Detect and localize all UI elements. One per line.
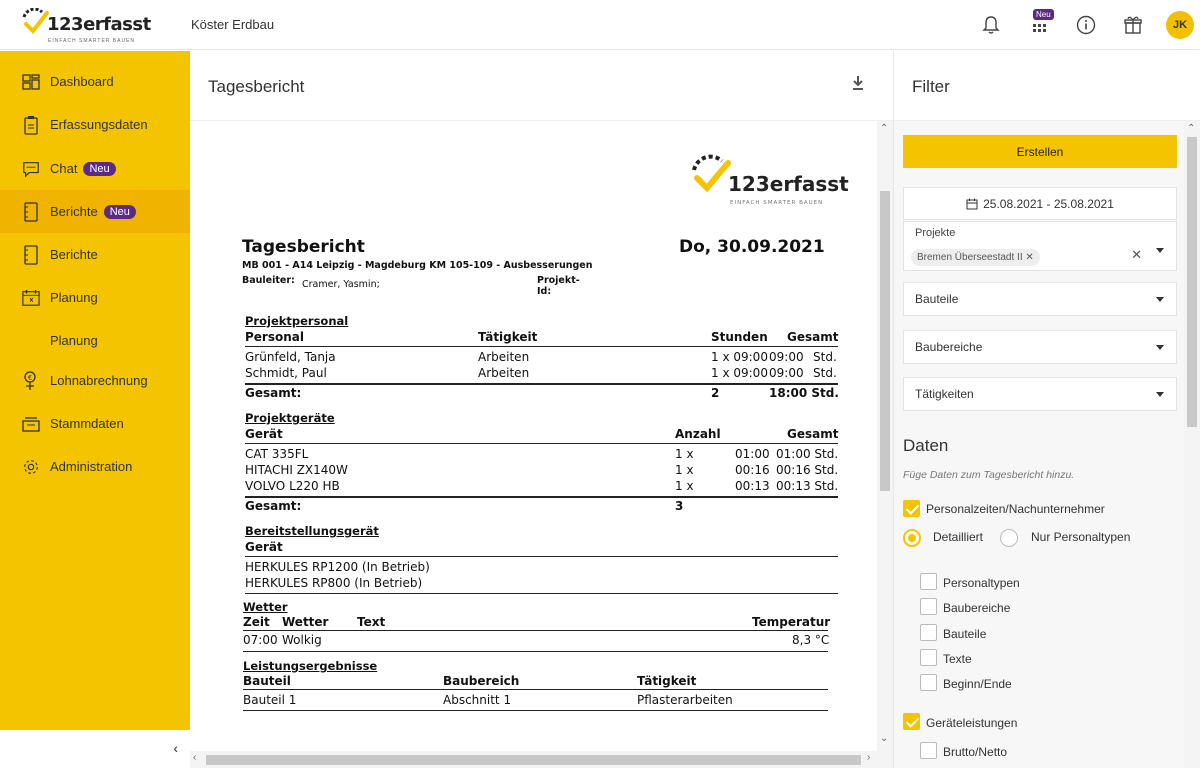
section-title: Projektpersonal: [245, 314, 349, 328]
project-chip[interactable]: [911, 249, 1040, 266]
table-cell: CAT 335FL: [245, 447, 309, 461]
sidebar-item-erfassungsdaten[interactable]: [0, 103, 190, 146]
sidebar-item-planung[interactable]: [0, 276, 190, 319]
report-horizontal-scrollbar[interactable]: [190, 751, 893, 768]
report-preview: [190, 121, 877, 751]
sum-total: 18:00 Std.: [769, 386, 839, 400]
database-icon: [22, 414, 40, 434]
report-icon: [22, 245, 40, 265]
sidebar-item-berichte-neu[interactable]: [0, 190, 190, 233]
info-icon[interactable]: [1072, 11, 1100, 39]
sum-label: Gesamt:: [245, 386, 302, 400]
filter-vertical-scrollbar[interactable]: [1184, 121, 1200, 768]
table-cell: 1 x: [675, 463, 694, 477]
personaltypen-checkbox[interactable]: [920, 573, 937, 590]
divider: [245, 383, 838, 385]
sidebar-item-label: Stammdaten: [50, 416, 124, 431]
table-cell: 8,3 °C: [792, 633, 830, 647]
daten-hint: Füge Daten zum Tagesbericht hinzu.: [903, 469, 1075, 481]
column-header: Personal: [245, 330, 304, 344]
new-badge: Neu: [104, 205, 136, 219]
empty-icon-slot: [22, 331, 40, 351]
sidebar-subitem-planung[interactable]: [0, 319, 190, 362]
section-title: Bereitstellungsgerät: [245, 524, 379, 538]
scroll-left-icon[interactable]: ‹: [193, 752, 197, 763]
logo-check-icon: [20, 8, 50, 38]
chevron-down-icon: [1156, 297, 1164, 302]
column-header: Tätigkeit: [637, 674, 697, 688]
filter-panel: [893, 121, 1184, 768]
chat-icon: [22, 159, 40, 179]
table-cell: 00:16 Std.: [776, 463, 839, 477]
sidebar-item-stammdaten[interactable]: [0, 402, 190, 445]
table-cell: HERKULES RP800 (In Betrieb): [245, 576, 423, 590]
table-cell: Grünfeld, Tanja: [245, 350, 336, 364]
checkbox-label: Geräteleistungen: [926, 716, 1018, 730]
company-name: Köster Erdbau: [191, 17, 275, 32]
bauteile-checkbox[interactable]: [920, 624, 937, 641]
column-header: Gerät: [245, 427, 283, 441]
main-header: [190, 51, 893, 121]
report-date: Do, 30.09.2021: [679, 237, 825, 257]
filter-title: Filter: [912, 77, 950, 96]
table-cell: Abschnitt 1: [443, 693, 512, 707]
table-cell: 1 x 09:00: [711, 366, 768, 380]
table-cell: Std.: [813, 366, 837, 380]
scrollbar-thumb[interactable]: [880, 191, 890, 491]
clipboard-icon: [22, 115, 40, 135]
texte-checkbox[interactable]: [920, 649, 937, 666]
top-bar: [0, 0, 1200, 50]
section-title: Projektgeräte: [245, 411, 335, 425]
scrollbar-thumb[interactable]: [1187, 137, 1197, 427]
table-cell: 09:00: [769, 366, 804, 380]
column-header: Gesamt: [787, 427, 839, 441]
checkbox-label: Texte: [943, 652, 972, 666]
report-document: [190, 121, 877, 751]
column-header: Wetter: [282, 615, 329, 629]
report-logo-subtitle: EINFACH SMARTER BAUEN: [730, 200, 824, 206]
table-cell: 01:00: [735, 447, 770, 461]
new-badge: Neu: [83, 162, 115, 176]
gear-icon: [22, 457, 40, 477]
taetigkeiten-select[interactable]: [903, 377, 1177, 411]
column-header: Stunden: [711, 330, 768, 344]
bauleiter-label: Bauleiter:: [242, 275, 295, 286]
radio-label: Nur Personaltypen: [1031, 530, 1131, 544]
beginn-ende-checkbox[interactable]: [920, 674, 937, 691]
sidebar-item-label: Lohnabrechnung: [50, 373, 148, 388]
column-header: Gerät: [245, 540, 283, 554]
divider: [243, 651, 828, 652]
sum-label: Gesamt:: [245, 499, 302, 513]
checkbox-label: Beginn/Ende: [943, 677, 1012, 691]
personalzeiten-checkbox[interactable]: [903, 500, 920, 517]
table-cell: 01:00 Std.: [776, 447, 839, 461]
sidebar-item-label: Planung: [50, 290, 98, 305]
scroll-right-icon[interactable]: ›: [867, 752, 871, 763]
date-range-picker[interactable]: [903, 187, 1177, 220]
table-cell: Wolkig: [282, 633, 322, 647]
column-header: Zeit: [243, 615, 270, 629]
filter-header: [893, 51, 1200, 121]
column-header: Text: [357, 615, 386, 629]
table-cell: VOLVO L220 HB: [245, 479, 340, 493]
svg-text:€: €: [28, 374, 32, 382]
divider: [245, 346, 838, 347]
report-title: Tagesbericht: [242, 237, 365, 257]
table-cell: HITACHI ZX140W: [245, 463, 348, 477]
divider: [245, 496, 838, 498]
page-title: Tagesbericht: [208, 77, 305, 96]
divider: [245, 443, 838, 444]
table-cell: Std.: [813, 350, 837, 364]
report-project: MB 001 - A14 Leipzig - Magdeburg KM 105-109 - Ausbesserungen: [242, 260, 593, 271]
sidebar-item-label: Erfassungsdaten: [50, 117, 148, 132]
dashboard-icon: [22, 72, 40, 92]
download-icon[interactable]: [851, 75, 865, 96]
scroll-down-icon[interactable]: ⌄: [880, 733, 889, 744]
column-header: Bauteil: [243, 674, 291, 688]
payroll-icon: [22, 371, 40, 391]
projekte-select[interactable]: [903, 221, 1177, 271]
baubereiche-select[interactable]: [903, 330, 1177, 364]
table-cell: 1 x 09:00: [711, 350, 768, 364]
create-button[interactable]: Erstellen: [903, 135, 1177, 168]
column-header: Temperatur: [752, 615, 831, 629]
checkbox-label: Bauteile: [943, 627, 987, 641]
checkbox-label: Personaltypen: [943, 576, 1020, 590]
detailliert-radio[interactable]: [903, 529, 921, 547]
select-label: Bauteile: [915, 292, 959, 306]
table-cell: 00:16: [735, 463, 770, 477]
calendar-icon: [966, 198, 978, 210]
table-cell: 1 x: [675, 479, 694, 493]
clear-icon[interactable]: ✕: [1131, 247, 1142, 262]
bauteile-select[interactable]: [903, 282, 1177, 316]
table-cell: 00:13: [735, 479, 770, 493]
sidebar-item-label: Berichte: [50, 247, 98, 262]
section-title: Leistungsergebnisse: [243, 659, 378, 673]
chevron-left-icon[interactable]: ‹: [173, 740, 178, 756]
select-label: Baubereiche: [915, 340, 983, 354]
table-cell: Bauteil 1: [243, 693, 297, 707]
nur-personaltypen-radio[interactable]: [1000, 529, 1018, 547]
baubereiche-checkbox[interactable]: [920, 598, 937, 615]
chip-label: Bremen Überseestadt II: [917, 252, 1023, 263]
checkbox-label: Brutto/Netto: [943, 745, 1008, 759]
chevron-down-icon: [1156, 345, 1164, 350]
divider: [243, 630, 828, 631]
chevron-down-icon: [1156, 392, 1164, 397]
column-header: Baubereich: [443, 674, 520, 688]
chevron-down-icon[interactable]: [1156, 248, 1164, 253]
sidebar-item-label: Administration: [50, 459, 133, 474]
table-cell: 00:13 Std.: [776, 479, 839, 493]
sidebar-item-label: Berichte: [50, 204, 98, 219]
report-logo: [688, 154, 849, 209]
date-range-value: 25.08.2021 - 25.08.2021: [983, 196, 1114, 211]
scroll-up-icon[interactable]: ⌃: [1187, 123, 1196, 134]
sidebar-item-label: Dashboard: [50, 74, 114, 89]
sum-count: 2: [711, 386, 720, 400]
logo-subtitle: EINFACH SMARTER BAUEN: [48, 38, 136, 44]
table-cell: 07:00: [243, 633, 278, 647]
logo-text: 123erfasst: [47, 14, 151, 35]
daten-section-title: Daten: [903, 436, 949, 455]
column-header: Anzahl: [675, 427, 721, 441]
select-label: Tätigkeiten: [915, 387, 974, 401]
divider: [243, 710, 828, 711]
table-cell: Arbeiten: [478, 366, 530, 380]
table-cell: 1 x: [675, 447, 694, 461]
report-icon: [22, 202, 40, 222]
sum-count: 3: [675, 499, 684, 513]
section-title: Wetter: [243, 600, 288, 614]
brutto-netto-checkbox[interactable]: [920, 742, 937, 759]
radio-label: Detailliert: [933, 530, 984, 544]
divider: [243, 689, 828, 690]
bauleiter-value: Cramer, Yasmin;: [302, 279, 380, 290]
table-cell: Arbeiten: [478, 350, 530, 364]
table-cell: HERKULES RP1200 (In Betrieb): [245, 560, 430, 574]
checkbox-label: Personalzeiten/Nachunternehmer: [926, 502, 1105, 516]
calendar-icon: [22, 288, 40, 308]
divider: [245, 593, 838, 594]
notification-bell-icon[interactable]: [977, 11, 1005, 39]
report-vertical-scrollbar[interactable]: [877, 121, 893, 751]
table-cell: Schmidt, Paul: [245, 366, 327, 380]
sidebar-item-dashboard[interactable]: [0, 60, 190, 103]
new-badge: Neu: [1033, 9, 1054, 20]
sidebar-item-label: Chat: [50, 161, 78, 176]
app-logo[interactable]: [20, 6, 151, 46]
column-header: Gesamt: [787, 330, 839, 344]
sidebar-item-berichte[interactable]: [0, 233, 190, 276]
table-cell: Pflasterarbeiten: [637, 693, 733, 707]
gift-icon[interactable]: [1119, 11, 1147, 39]
projekt-id-label: Projekt-Id:: [537, 275, 580, 297]
sidebar-footer: [0, 730, 190, 768]
checkbox-label: Baubereiche: [943, 601, 1011, 615]
sidebar-item-chat[interactable]: [0, 147, 190, 190]
user-avatar[interactable]: JK: [1166, 11, 1194, 39]
divider: [245, 556, 838, 557]
geraeteleistungen-checkbox[interactable]: [903, 713, 920, 730]
table-cell: 09:00: [769, 350, 804, 364]
projekte-label: Projekte: [915, 227, 956, 239]
sidebar-item-label: Planung: [50, 333, 98, 348]
chip-remove-icon[interactable]: ✕: [1025, 252, 1034, 263]
scrollbar-thumb[interactable]: [206, 755, 861, 765]
report-logo-text: 123erfasst: [728, 172, 849, 196]
sidebar: [0, 51, 190, 768]
sidebar-item-lohnabrechnung[interactable]: [0, 359, 190, 402]
column-header: Tätigkeit: [478, 330, 538, 344]
scroll-up-icon[interactable]: ⌃: [880, 123, 889, 134]
sidebar-item-administration[interactable]: [0, 445, 190, 488]
